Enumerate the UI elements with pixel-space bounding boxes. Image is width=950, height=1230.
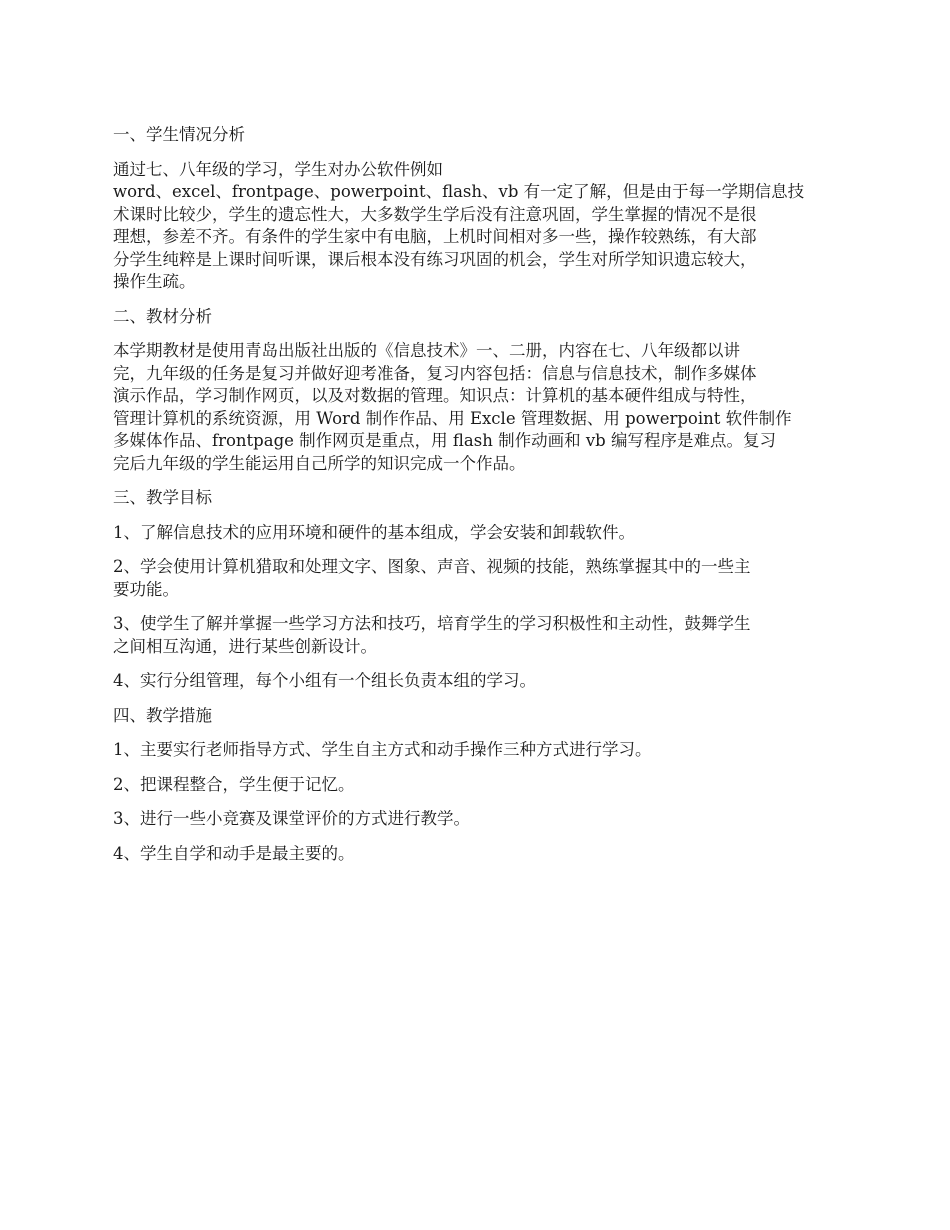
list-item-measure-4 [113,843,841,866]
text-line: 3、使学生了解并掌握一些学习方法和技巧，培育学生的学习积极性和主动性，鼓舞学生 [113,614,751,633]
section-heading-textbook-analysis: 二、教材分析 [113,306,212,326]
text-line: 4、学生自学和动手是最主要的。 [113,843,355,863]
paragraph-student-analysis [113,159,841,294]
text-line: 理想，参差不齐。有条件的学生家中有电脑，上机时间相对多一些，操作较熟练，有大部 [113,227,757,246]
text-line: 演示作品，学习制作网页，以及对数据的管理。知识点：计算机的基本硬件组成与特性， [113,386,757,405]
text-line: 2、学会使用计算机猎取和处理文字、图象、声音、视频的技能，熟练掌握其中的一些主 [113,557,751,576]
list-item-measure-1 [113,739,841,762]
section-heading-teaching-measures: 四、教学措施 [113,705,212,725]
section-heading-teaching-goals: 三、教学目标 [113,488,212,507]
text-line: 之间相互沟通，进行某些创新设计。 [113,636,377,656]
text-line: 术课时比较少，学生的遗忘性大，大多数学生学后没有注意巩固，学生掌握的情况不是很 [113,204,757,224]
text-line: 2、把课程整合，学生便于记忆。 [113,774,355,794]
text-line: 1、了解信息技术的应用环境和硬件的基本组成，学会安装和卸载软件。 [113,522,635,542]
text-line: 要功能。 [113,579,179,599]
document-page [113,124,841,877]
text-line: 4、实行分组管理，每个小组有一个组长负责本组的学习。 [113,671,536,690]
text-line: 完，九年级的任务是复习并做好迎考准备，复习内容包括：信息与信息技术，制作多媒体 [113,363,757,383]
text-line: 完后九年级的学生能运用自己所学的知识完成一个作品。 [113,453,526,473]
text-line: 3、进行一些小竞赛及课堂评价的方式进行教学。 [113,809,470,828]
text-line: 本学期教材是使用青岛出版社出版的《信息技术》一、二册，内容在七、八年级都以讲 [113,341,740,360]
text-line: 管理计算机的系统资源，用 Word 制作作品、用 Excle 管理数据、用 powerpoint 软件制作 [113,408,792,428]
text-line: 1、主要实行老师指导方式、学生自主方式和动手操作三种方式进行学习。 [113,740,652,759]
list-item-goal-2 [113,556,841,601]
paragraph-textbook-analysis [113,340,841,475]
text-line: 通过七、八年级的学习，学生对办公软件例如 [113,159,443,179]
list-item-measure-3 [113,808,841,831]
text-line: word、excel、frontpage、powerpoint、flash、vb 有一定了解，但是由于每一学期信息技 [113,182,805,201]
section-heading-student-analysis: 一、学生情况分析 [113,125,245,144]
text-line: 分学生纯粹是上课时间听课，课后根本没有练习巩固的机会，学生对所学知识遗忘较大， [113,249,757,269]
text-line: 操作生疏。 [113,272,196,291]
text-line: 多媒体作品、frontpage 制作网页是重点，用 flash 制作动画和 vb 编写程序是难点。复习 [113,431,776,450]
list-item-goal-4 [113,670,841,693]
list-item-goal-1 [113,522,841,545]
list-item-goal-3 [113,613,841,658]
list-item-measure-2 [113,774,841,797]
